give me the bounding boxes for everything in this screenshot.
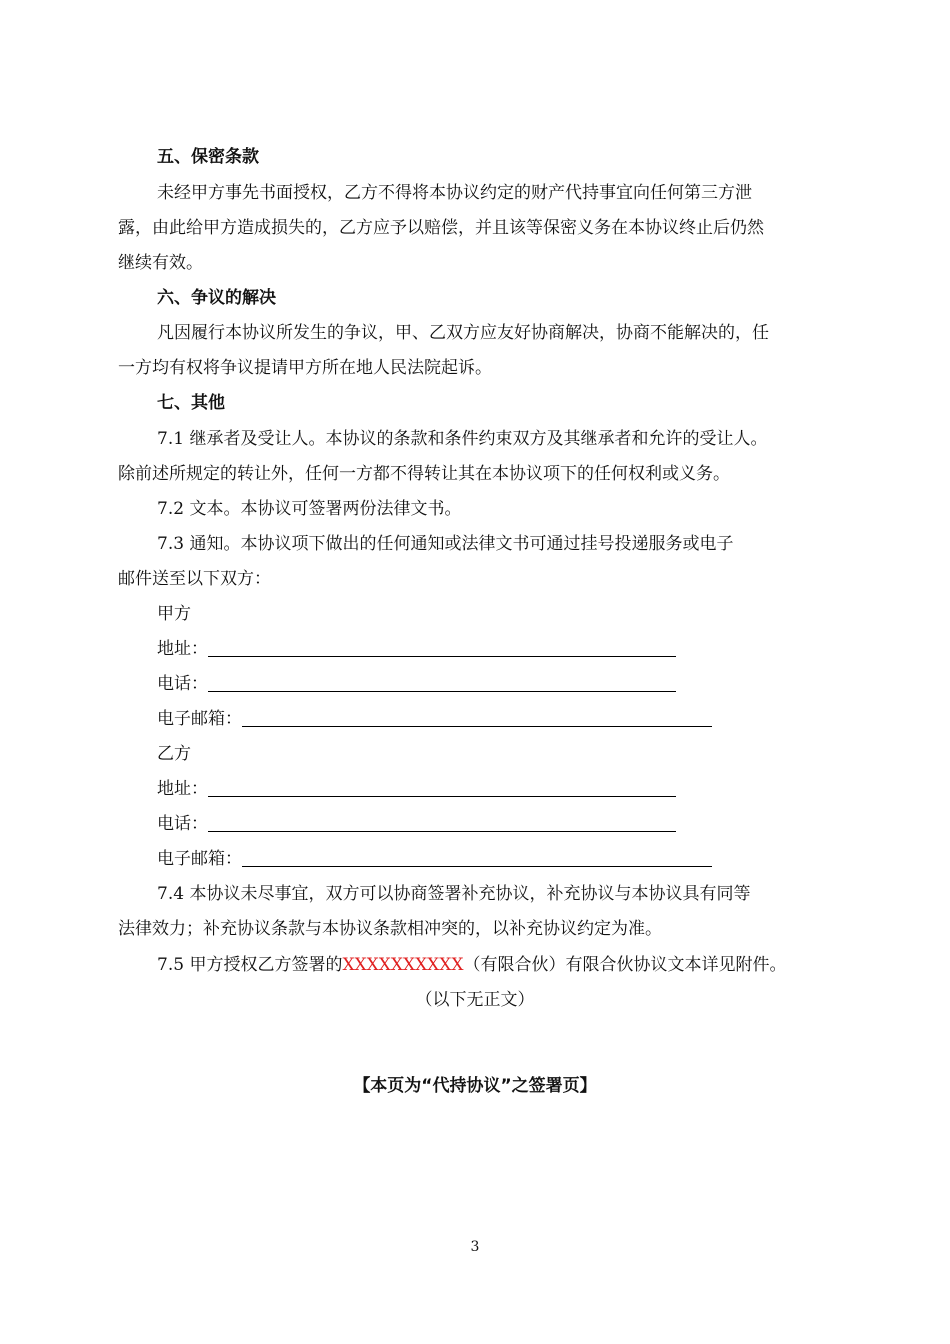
party-a-phone-field[interactable] [208,675,676,692]
party-a-phone-row [157,673,676,695]
section6-heading: 六、争议的解决 [157,288,276,308]
clause-7-1-line-2: 除前述所规定的转让外，任何一方都不得转让其在本协议项下的任何权利或义务。 [118,464,730,484]
clause-7-4-line-2: 法律效力；补充协议条款与本协议条款相冲突的，以补充协议约定为准。 [118,919,662,939]
party-b-phone-row [157,813,676,835]
page-number: 3 [470,1239,480,1255]
section7-heading: 七、其他 [157,393,225,413]
party-a-email-label: 电子邮箱： [157,709,242,729]
section6-line-2: 一方均有权将争议提请甲方所在地人民法院起诉。 [118,358,492,378]
party-b-phone-label: 电话： [157,814,208,834]
clause-7-5-suffix: （有限合伙）有限合伙协议文本详见附件。 [463,955,787,975]
party-b-address-label: 地址： [157,779,208,799]
party-a-label: 甲方 [157,604,191,624]
party-b-email-label: 电子邮箱： [157,849,242,869]
party-b-label: 乙方 [157,744,191,764]
clause-7-2: 7.2 文本。本协议可签署两份法律文书。 [157,499,462,519]
clause-7-5 [157,954,786,976]
party-a-phone-label: 电话： [157,674,208,694]
party-a-address-row [157,638,676,660]
section5-line-3: 继续有效。 [118,253,203,273]
clause-7-5-prefix: 7.5 甲方授权乙方签署的 [157,955,343,975]
party-a-address-field[interactable] [208,640,676,657]
party-a-address-label: 地址： [157,639,208,659]
party-b-address-field[interactable] [208,780,676,797]
party-b-email-field[interactable] [242,850,712,867]
party-a-email-row [157,708,712,730]
section6-line-1: 凡因履行本协议所发生的争议，甲、乙双方应友好协商解决，协商不能解决的，任 [157,323,769,343]
clause-7-4-line-1: 7.4 本协议未尽事宜，双方可以协商签署补充协议，补充协议与本协议具有同等 [157,884,751,904]
party-b-email-row [157,848,712,870]
section5-line-1: 未经甲方事先书面授权，乙方不得将本协议约定的财产代持事宜向任何第三方泄 [157,183,752,203]
clause-7-1-line-1: 7.1 继承者及受让人。本协议的条款和条件约束双方及其继承者和允许的受让人。 [157,429,768,449]
section5-line-2: 露，由此给甲方造成损失的，乙方应予以赔偿，并且该等保密义务在本协议终止后仍然 [118,218,764,238]
clause-7-3-line-1: 7.3 通知。本协议项下做出的任何通知或法律文书可通过挂号投递服务或电子 [157,534,734,554]
end-of-text-note: （以下无正文） [415,990,535,1010]
partnership-name-placeholder: XXXXXXXXXX [342,955,464,975]
party-b-phone-field[interactable] [208,815,676,832]
party-a-email-field[interactable] [242,710,712,727]
clause-7-3-line-2: 邮件送至以下双方： [118,569,271,589]
signature-page-title: 【本页为“代持协议”之签署页】 [353,1076,597,1096]
section5-heading: 五、保密条款 [157,147,259,167]
party-b-address-row [157,778,676,800]
